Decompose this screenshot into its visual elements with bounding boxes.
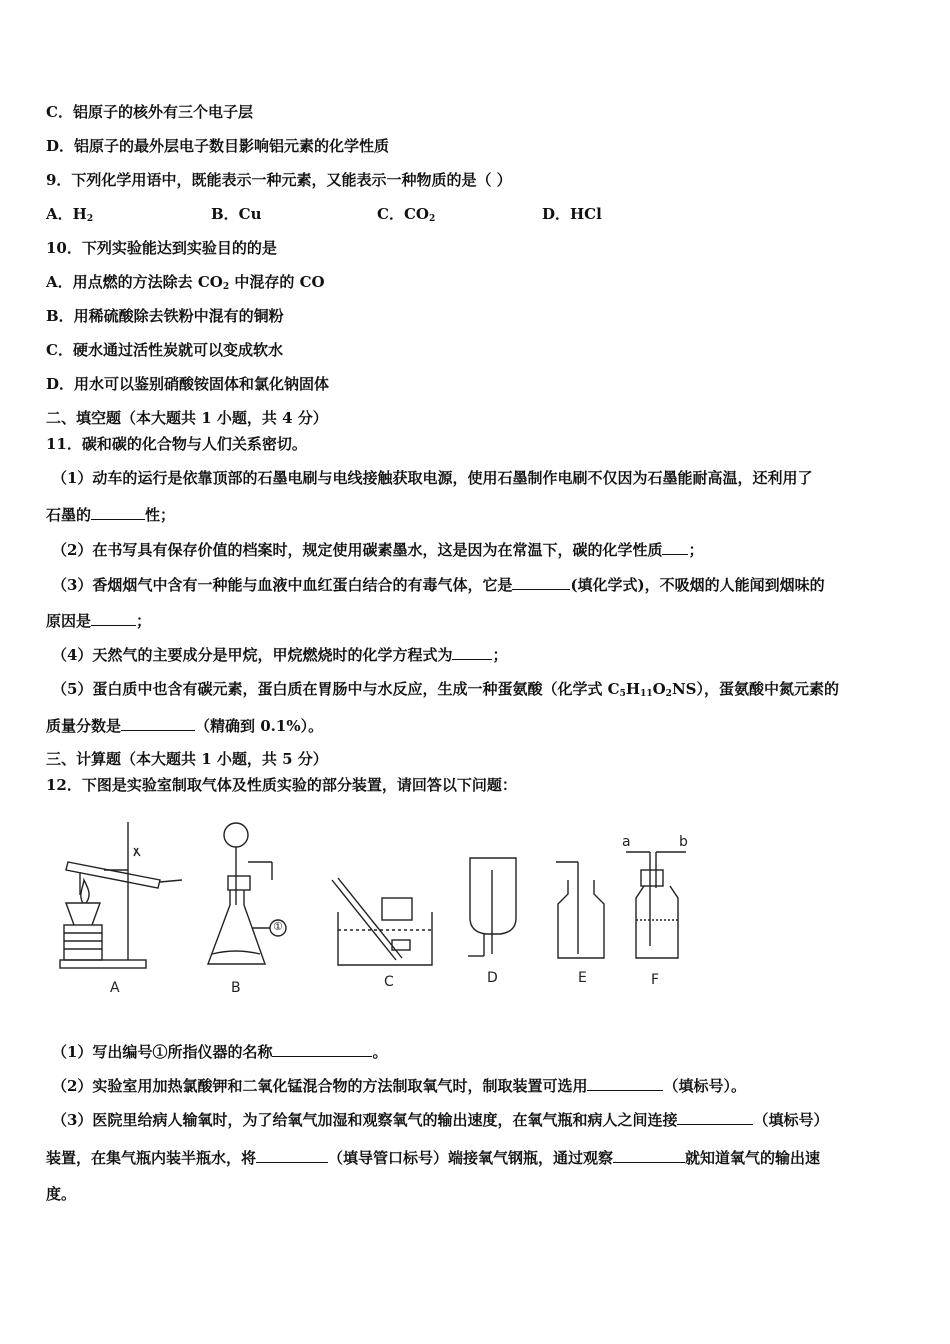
answer-blank[interactable]: [677, 1110, 753, 1125]
label-e: E: [578, 970, 587, 986]
q9-option-c: C．$CO_2$: [377, 205, 436, 224]
apparatus-b: [208, 823, 286, 964]
answer-blank[interactable]: [256, 1148, 328, 1163]
label-a: A: [110, 980, 120, 996]
q9-option-d: D．HCl: [542, 205, 602, 223]
q11-part1-line1: （1）动车的运行是依靠顶部的石墨电刷与电线接触获取电源，使用石墨制作电刷不仅因为石墨能耐高温，还利用了: [52, 469, 813, 487]
label-f: F: [651, 972, 660, 988]
q9-option-b: B．Cu: [211, 205, 262, 223]
q10-option-c: C．硬水通过活性炭就可以变成软水: [46, 341, 283, 359]
q8-option-d: D．铝原子的最外层电子数目影响铝元素的化学性质: [46, 137, 390, 155]
apparatus-e: [556, 862, 604, 958]
q11-part4: （4）天然气的主要成分是甲烷，甲烷燃烧时的化学方程式为 ；: [52, 646, 508, 664]
section-2-heading: 二、填空题（本大题共 1 小题，共 4 分）: [46, 409, 328, 427]
section-3-heading: 三、计算题（本大题共 1 小题，共 5 分）: [46, 750, 328, 768]
q11-stem: 11．碳和碳的化合物与人们关系密切。: [46, 435, 307, 453]
q10-option-d: D．用水可以鉴别硝酸铵固体和氯化钠固体: [46, 375, 330, 393]
label-b: B: [231, 980, 241, 996]
label-c: C: [384, 974, 394, 990]
answer-blank[interactable]: [272, 1042, 372, 1057]
answer-blank[interactable]: [587, 1076, 663, 1091]
q11-part3-line1: （3）香烟烟气中含有一种能与血液中血红蛋白结合的有毒气体，它是 (填化学式)，不吸烟的人能闻到烟味的: [52, 576, 825, 594]
label-port-a: a: [622, 834, 631, 850]
q9-stem: 9．下列化学用语中，既能表示一种元素，又能表示一种物质的是（ ）: [46, 171, 512, 189]
q11-part3-line2: 原因是 ；: [46, 612, 152, 630]
answer-blank[interactable]: [613, 1148, 685, 1163]
q12-part3-line2: 装置，在集气瓶内装半瓶水，将 （填导管口标号）端接氧气钢瓶，通过观察 就知道氧气的输出速: [46, 1149, 821, 1167]
q12-part1: （1）写出编号①所指仪器的名称 。: [52, 1043, 388, 1061]
q8-option-c: C．铝原子的核外有三个电子层: [46, 103, 253, 121]
q11-part5-line2: 质量分数是 （精确到 0.1%）。: [46, 717, 324, 735]
q10-stem: 10．下列实验能达到实验目的的是: [46, 239, 277, 257]
q12-part2: （2）实验室用加热氯酸钾和二氧化锰混合物的方法制取氧气时，制取装置可选用 （填标号）。: [52, 1077, 746, 1095]
q11-part5-line1: （5）蛋白质中也含有碳元素，蛋白质在胃肠中与水反应，生成一种蛋氨酸（化学式 $C_5H_{11}O_2NS$），蛋氨酸中氮元素的: [52, 680, 839, 699]
q11-part2: （2）在书写具有保存价值的档案时，规定使用碳素墨水，这是因为在常温下，碳的化学性质 ；: [52, 541, 704, 559]
apparatus-d: [468, 858, 516, 956]
apparatus-f: [626, 852, 686, 958]
apparatus-c: [332, 878, 432, 965]
q10-option-a: A．用点燃的方法除去 $CO_2$ 中混存的 CO: [46, 273, 325, 292]
label-circle-1: ①: [273, 920, 283, 933]
q9-option-a: A．$H_2$: [46, 205, 94, 224]
label-port-b: b: [679, 834, 688, 850]
q11-part1-line2: 石墨的 性；: [46, 506, 176, 524]
q12-part3-line1: （3）医院里给病人输氧时，为了给氧气加湿和观察氧气的输出速度，在氧气瓶和病人之间连接 （填标号）: [52, 1111, 829, 1129]
q12-stem: 12．下图是实验室制取气体及性质实验的部分装置，请回答以下问题：: [46, 776, 517, 794]
apparatus-a: [60, 822, 182, 968]
label-d: D: [487, 970, 498, 986]
q12-part3-line3: 度。: [46, 1185, 77, 1203]
q10-option-b: B．用稀硫酸除去铁粉中混有的铜粉: [46, 307, 284, 325]
